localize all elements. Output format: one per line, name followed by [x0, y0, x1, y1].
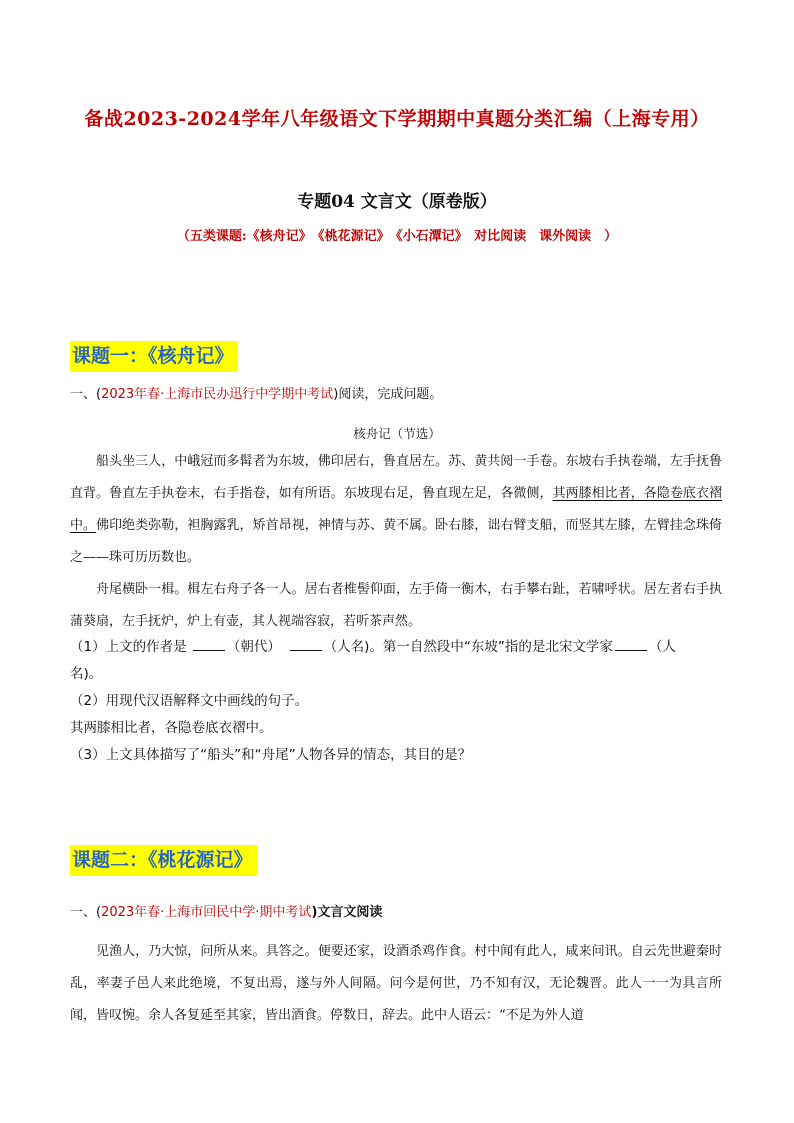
para-text: 佛印绝类弥勒，袒胸露乳，矫首昂视，神情与苏、黄不属。卧右膝，诎右臂支船，而竖其左膝，左臂挂念珠倚之——珠可历历数也。 — [70, 518, 722, 565]
question-1 — [70, 634, 724, 661]
q1-text: （朝代） — [226, 639, 275, 655]
answer-blank[interactable] — [615, 638, 647, 651]
question-source: 2023年春·上海市民办迅行中学期中考试 — [101, 387, 334, 402]
passage-title: 核舟记（节选） — [353, 426, 441, 441]
question-2-sentence: 其两膝相比者，各隐卷底衣褶中。 — [70, 720, 273, 736]
underlined-sentence: 其两膝相比者，各隐卷底衣褶中。 — [70, 486, 722, 533]
questions-1 — [70, 634, 724, 769]
topic-note: （五类课题:《核舟记》 《桃花源记》 《小石潭记》 对比阅读 课外阅读 ） — [176, 229, 618, 244]
passage-2 — [70, 936, 722, 1048]
question-intro-1 — [70, 386, 442, 404]
q1-text: （人 — [648, 639, 676, 655]
question-3: （3）上文具体描写了“船头”和“舟尾”人物各异的情态，其目的是？ — [70, 747, 472, 763]
passage-1 — [70, 446, 722, 638]
question-2: （2）用现代汉语解释文中画线的句子。 — [70, 693, 309, 709]
question-1-cont: 名)。 — [70, 666, 103, 682]
para-text: 船头坐三人，中峨冠而多髯者为东坡，佛印居右，鲁直居左。苏、黄共阅一手卷。东坡右手执卷端，左手抚鲁直背。鲁直左手执卷末，右手指卷，如有所语。东坡现右足，鲁直现左足，各微侧， — [70, 454, 722, 501]
q1-text: （1）上文的作者是 — [70, 639, 187, 655]
question-suffix: )文言文阅读 — [311, 905, 383, 920]
q1-text: （人名)。第一自然段中“东坡”指的是北宋文学家 — [323, 639, 613, 655]
passage-2-paragraph: 见渔人，乃大惊，问所从来。具答之。便要还家，设酒杀鸡作食。村中闻有此人，咸来问讯。自云先世避秦时乱，率妻子邑人来此绝境，不复出焉，遂与外人间隔。问今是何世，乃不知有汉，无论魏晋。此人一一为具言所闻，皆叹惋。余人各复延至其家，皆出酒食。停数日，辞去。此中人语云：“不足为外人道 — [70, 944, 722, 1023]
section-heading-2: 课题二：《桃花源记》 — [70, 845, 257, 876]
answer-blank[interactable] — [193, 638, 225, 651]
passage-paragraph-2: 舟尾横卧一楫。楫左右舟子各一人。居右者椎髻仰面，左手倚一衡木，右手攀右趾，若啸呼状。居左者右手执蒲葵扇，左手抚炉，炉上有壶，其人视端容寂，若听茶声然。 — [70, 582, 722, 629]
question-suffix: )阅读，完成问题。 — [333, 387, 443, 402]
question-prefix: 一、( — [70, 387, 102, 402]
document-title: 备战2023-2024学年八年级语文下学期期中真题分类汇编（上海专用） — [84, 108, 710, 130]
answer-blank[interactable] — [290, 638, 322, 651]
question-source: 2023年春·上海市回民中学·期中考试 — [101, 905, 312, 920]
question-prefix: 一、( — [70, 905, 102, 920]
topic-title: 专题04 文言文（原卷版） — [297, 192, 497, 212]
passage-paragraph-1 — [70, 446, 722, 574]
question-intro-2 — [70, 904, 382, 922]
section-heading-1: 课题一：《核舟记》 — [70, 341, 238, 372]
